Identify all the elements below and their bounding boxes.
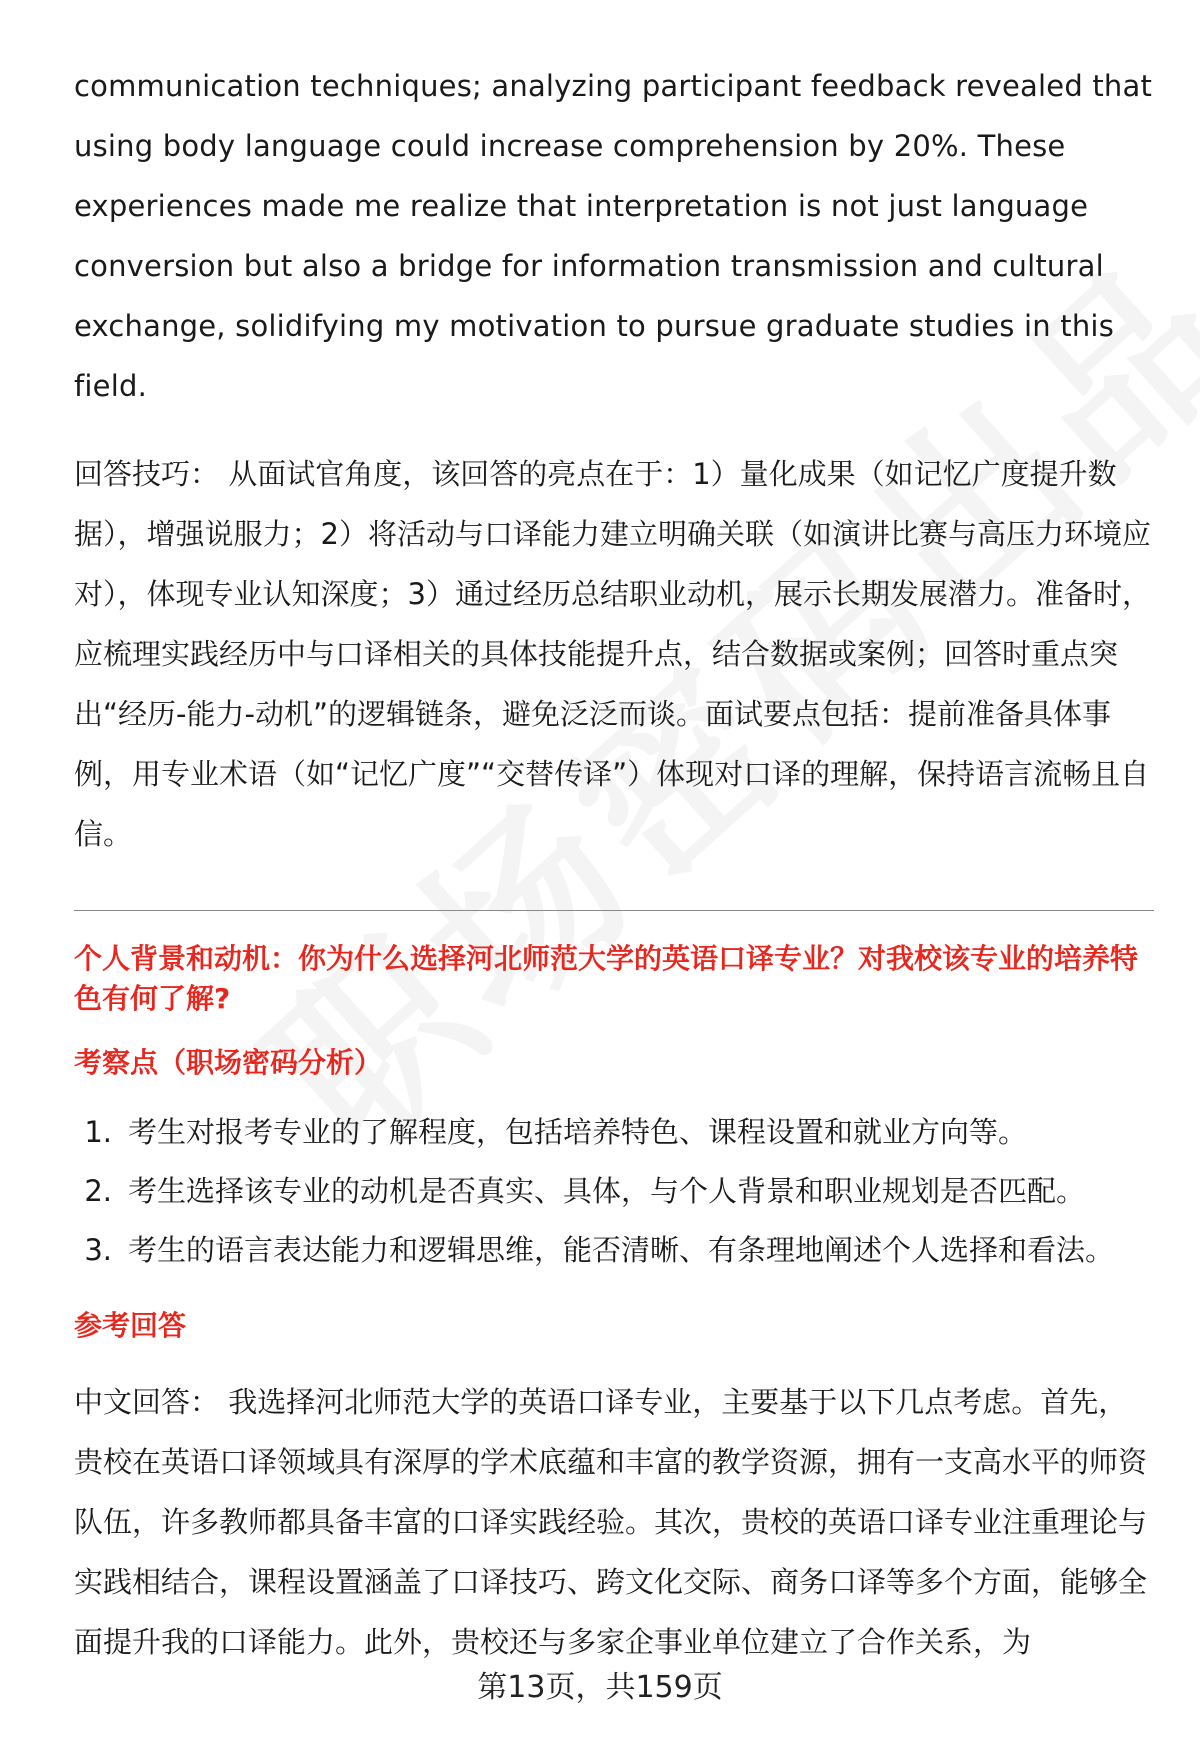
document-page — [74, 56, 1154, 1672]
list-item — [74, 1162, 1154, 1221]
reference-answer-title: 参考回答 — [74, 1309, 187, 1342]
exam-points-list — [74, 1103, 1154, 1280]
list-item-text: 考生选择该专业的动机是否真实、具体，与个人背景和职业规划是否匹配。 — [128, 1174, 1086, 1208]
reference-answer-paragraph: 中文回答： 我选择河北师范大学的英语口译专业，主要基于以下几点考虑。首先，贵校在英语口译领域具有深厚的学术底蕴和丰富的教学资源，拥有一支高水平的师资队伍，许多教师都具备丰富的口译实践经验。其次，贵校的英语口译专业注重理论与实践相结合，课程设置涵盖了口译技巧、跨文化交际、商务口译等多个方面，能够全面提升我的口译能力。此外，贵校还与多家企事业单位建立了合作关系，为 — [74, 1385, 1148, 1659]
exam-points-title: 考察点（职场密码分析） — [74, 1046, 383, 1079]
list-number: 1. — [84, 1115, 112, 1149]
list-item-text: 考生对报考专业的了解程度，包括培养特色、课程设置和就业方向等。 — [128, 1115, 1028, 1149]
answer-tips-paragraph: 回答技巧： 从面试官角度，该回答的亮点在于：1）量化成果（如记忆广度提升数据），增强说服力；2）将活动与口译能力建立明确关联（如演讲比赛与高压力环境应对），体现专业认知深度；3）通过经历总结职业动机，展示长期发展潜力。准备时，应梳理实践经历中与口译相关的具体技能提升点，结合数据或案例；回答时重点突出“经历-能力-动机”的逻辑链条，避免泛泛而谈。面试要点包括：提前准备具体事例，用专业术语（如“记忆广度”“交替传译”）体现对口译的理解，保持语言流畅且自信。 — [74, 457, 1151, 851]
interview-question: 个人背景和动机：你为什么选择河北师范大学的英语口译专业？对我校该专业的培养特色有何了解? — [74, 942, 1139, 1015]
list-number: 2. — [84, 1174, 112, 1208]
list-item — [74, 1221, 1154, 1280]
list-number: 3. — [84, 1233, 112, 1267]
section-divider — [74, 910, 1154, 911]
page-number-footer: 第13页，共159页 — [477, 1670, 723, 1705]
list-item — [74, 1103, 1154, 1162]
list-item-text: 考生的语言表达能力和逻辑思维，能否清晰、有条理地阐述个人选择和看法。 — [128, 1233, 1115, 1267]
intro-paragraph: communication techniques; analyzing participant feedback revealed that using body language could increase comprehension by 20%. These experiences made me realize that interpretation is not just language conversion but also a bridge for information transmission and cultural exchange, solidifying my motivation to pursue graduate studies in this field. — [74, 69, 1153, 403]
